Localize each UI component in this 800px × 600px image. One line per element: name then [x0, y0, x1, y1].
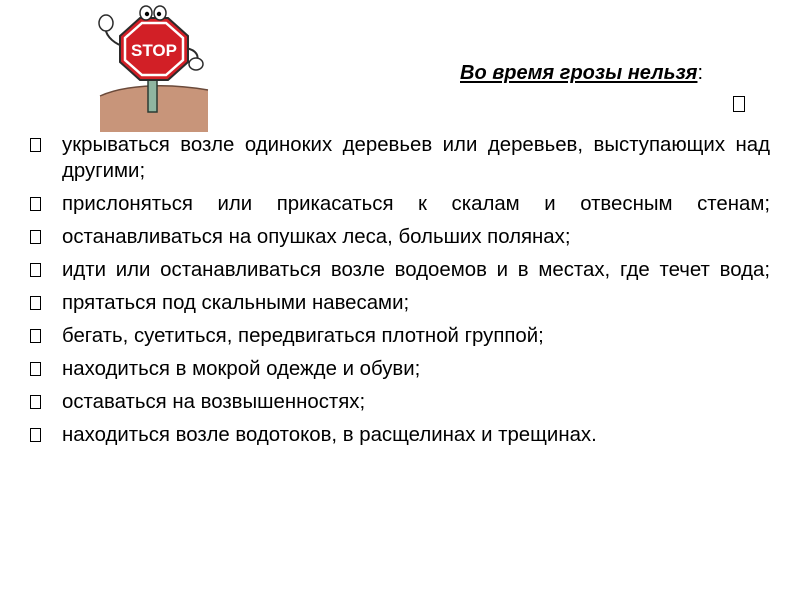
list-item: [30, 132, 770, 184]
list-item-text: оставаться на возвышенностях;: [62, 391, 366, 413]
page-title: [460, 62, 703, 85]
missing-glyph-box-icon: [30, 263, 41, 277]
list-item: [30, 257, 770, 283]
missing-glyph-box-icon: [30, 197, 41, 211]
missing-glyph-box-icon: [30, 428, 41, 442]
list-item-text: укрываться возле одиноких деревьев или деревьев, выступающих над другими;: [62, 134, 770, 182]
missing-glyph-box-icon: [30, 296, 41, 310]
list-item-text: находиться в мокрой одежде и обуви;: [62, 358, 421, 380]
list-item: [30, 290, 770, 316]
rules-list: [30, 132, 770, 455]
stop-sign-cartoon-icon: [92, 4, 216, 132]
list-item-text: находиться возле водотоков, в расщелинах и трещинах.: [62, 424, 597, 446]
list-item: [30, 323, 770, 349]
stop-sign-text: STOP: [131, 41, 177, 60]
list-item: [30, 389, 770, 415]
missing-glyph-box-icon: [30, 138, 41, 152]
missing-glyph-box-icon: [733, 96, 745, 112]
list-item-text: идти или останавливаться возле водоемов и в местах, где течет вода;: [62, 259, 770, 281]
list-item: [30, 224, 770, 250]
page-title-text: Во время грозы нельзя: [460, 62, 698, 84]
list-item-text: останавливаться на опушках леса, больших полянах;: [62, 226, 571, 248]
missing-glyph-box-icon: [30, 395, 41, 409]
missing-glyph-box-icon: [30, 329, 41, 343]
list-item-text: бегать, суетиться, передвигаться плотной группой;: [62, 325, 544, 347]
page-title-colon: :: [697, 62, 704, 84]
missing-glyph-box-icon: [30, 362, 41, 376]
list-item-text: прятаться под скальными навесами;: [62, 292, 410, 314]
list-item: [30, 191, 770, 217]
missing-glyph-box-icon: [30, 230, 41, 244]
list-item: [30, 422, 770, 448]
list-item: [30, 356, 770, 382]
list-item-text: прислоняться или прикасаться к скалам и отвесным стенам;: [62, 193, 770, 215]
